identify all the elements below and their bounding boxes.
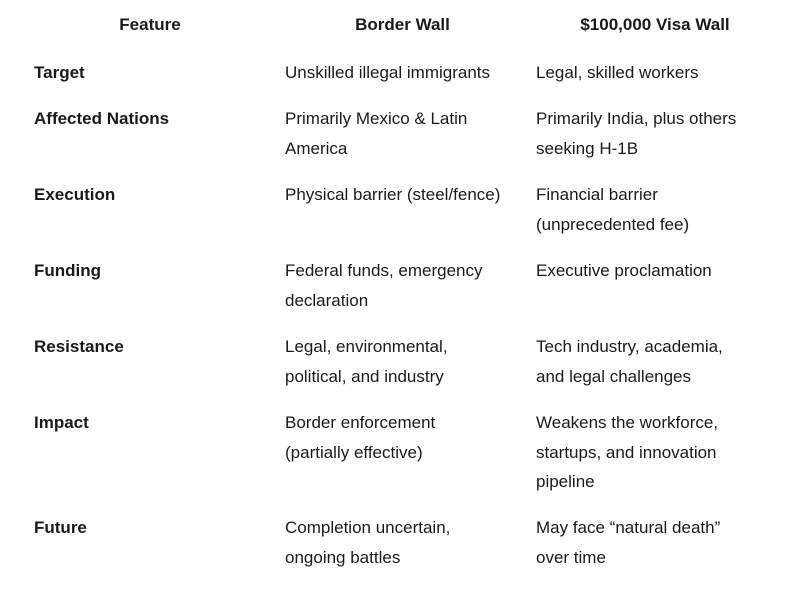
cell-line: America [285,138,348,158]
cell-line: over time [536,547,606,567]
cell-line: and legal challenges [536,366,692,386]
header-feature: Feature [119,15,181,34]
cell-line: Primarily India, plus others [536,109,737,128]
row-visa-wall-cell [536,58,771,88]
table-header [0,12,799,38]
cell-line: May face “natural death” [536,518,721,537]
row-visa-wall-cell [536,332,771,391]
row-feature-label: Future [34,518,87,537]
row-visa-wall-cell [536,256,771,286]
row-border-wall-cell [285,513,525,572]
cell-line: Weakens the workforce, [536,413,719,432]
cell-line: startups, and innovation [536,442,717,462]
cell-line: political, and industry [285,366,444,386]
row-feature-label: Affected Nations [34,109,170,128]
cell-line: Physical barrier (steel/fence) [285,185,501,204]
cell-line: Financial barrier [536,185,658,204]
cell-line: (partially effective) [285,442,423,462]
cell-line: declaration [285,290,369,310]
cell-line: Completion uncertain, [285,518,451,537]
row-border-wall-cell [285,408,525,467]
row-border-wall-cell [285,104,525,163]
cell-line: ongoing battles [285,547,401,567]
row-feature-label: Impact [34,413,89,432]
row-feature-label: Execution [34,185,116,204]
cell-line: (unprecedented fee) [536,214,690,234]
cell-line: Border enforcement [285,413,436,432]
cell-line: Federal funds, emergency [285,261,483,280]
row-border-wall-cell [285,180,525,210]
cell-line: Tech industry, academia, [536,337,723,356]
row-border-wall-cell [285,256,525,315]
row-feature-label: Target [34,63,85,82]
row-visa-wall-cell [536,408,771,497]
row-visa-wall-cell [536,104,771,163]
cell-line: Legal, skilled workers [536,63,699,82]
header-border-wall: Border Wall [355,15,450,34]
row-feature-label: Funding [34,261,102,280]
header-visa-wall: $100,000 Visa Wall [580,15,730,34]
cell-line: Primarily Mexico & Latin [285,109,468,128]
cell-line: Unskilled illegal immigrants [285,63,491,82]
cell-line: Legal, environmental, [285,337,448,356]
row-visa-wall-cell [536,180,771,239]
cell-line: pipeline [536,472,595,491]
cell-line: seeking H-1B [536,138,639,158]
cell-line: Executive proclamation [536,261,712,280]
row-visa-wall-cell [536,513,771,572]
row-border-wall-cell [285,58,525,88]
row-feature-label: Resistance [34,337,124,356]
row-border-wall-cell [285,332,525,391]
